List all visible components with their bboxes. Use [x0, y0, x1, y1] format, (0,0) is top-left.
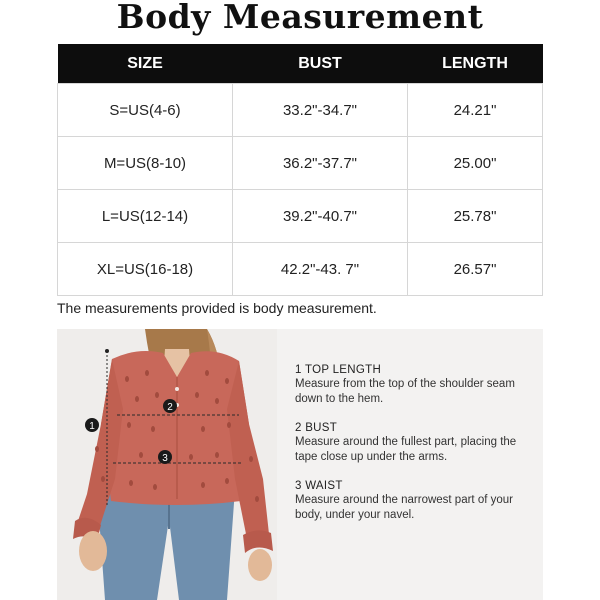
instruction-bust — [295, 421, 525, 464]
measurement-guide-panel — [57, 329, 543, 600]
cell-size: M=US(8-10) — [58, 137, 233, 190]
left-hand — [79, 531, 107, 571]
cell-bust: 39.2"-40.7" — [233, 190, 408, 243]
model-photo — [57, 329, 277, 600]
cell-size: L=US(12-14) — [58, 190, 233, 243]
instruction-waist — [295, 479, 525, 522]
header-bust: BUST — [233, 44, 408, 84]
marker-2-label: 2 — [167, 402, 173, 413]
cell-bust: 42.2"-43. 7" — [233, 243, 408, 296]
header-length: LENGTH — [408, 44, 543, 84]
header-size: SIZE — [58, 44, 233, 84]
instruction-text: Measure from the top of the shoulder seam down to the hem. — [295, 378, 515, 405]
table-row — [58, 84, 543, 137]
table-row — [58, 243, 543, 296]
button — [175, 387, 179, 391]
cell-size: S=US(4-6) — [58, 84, 233, 137]
marker-1-label: 1 — [89, 421, 95, 432]
instruction-top-length — [295, 363, 525, 406]
length-guide-end — [105, 349, 109, 353]
table-row — [58, 137, 543, 190]
cell-bust: 36.2"-37.7" — [233, 137, 408, 190]
cell-size: XL=US(16-18) — [58, 243, 233, 296]
instruction-text: Measure around the fullest part, placing the tape close up under the arms. — [295, 436, 517, 463]
measurement-instructions — [295, 363, 525, 537]
table-header-row — [58, 44, 543, 84]
size-chart-table — [57, 44, 543, 296]
cell-length: 24.21" — [408, 84, 543, 137]
table-row — [58, 190, 543, 243]
cell-length: 25.00" — [408, 137, 543, 190]
cell-bust: 33.2"-34.7" — [233, 84, 408, 137]
page-title: Body Measurement — [116, 0, 484, 36]
instruction-text: Measure around the narrowest part of your body, under your navel. — [295, 494, 513, 521]
marker-3-label: 3 — [162, 453, 168, 464]
right-hand — [248, 549, 272, 581]
measurement-note: The measurements provided is body measurement. — [57, 300, 377, 316]
instruction-title: 3 WAIST — [295, 480, 343, 492]
instruction-title: 2 BUST — [295, 422, 338, 434]
cell-length: 26.57" — [408, 243, 543, 296]
cell-length: 25.78" — [408, 190, 543, 243]
instruction-title: 1 TOP LENGTH — [295, 364, 382, 376]
